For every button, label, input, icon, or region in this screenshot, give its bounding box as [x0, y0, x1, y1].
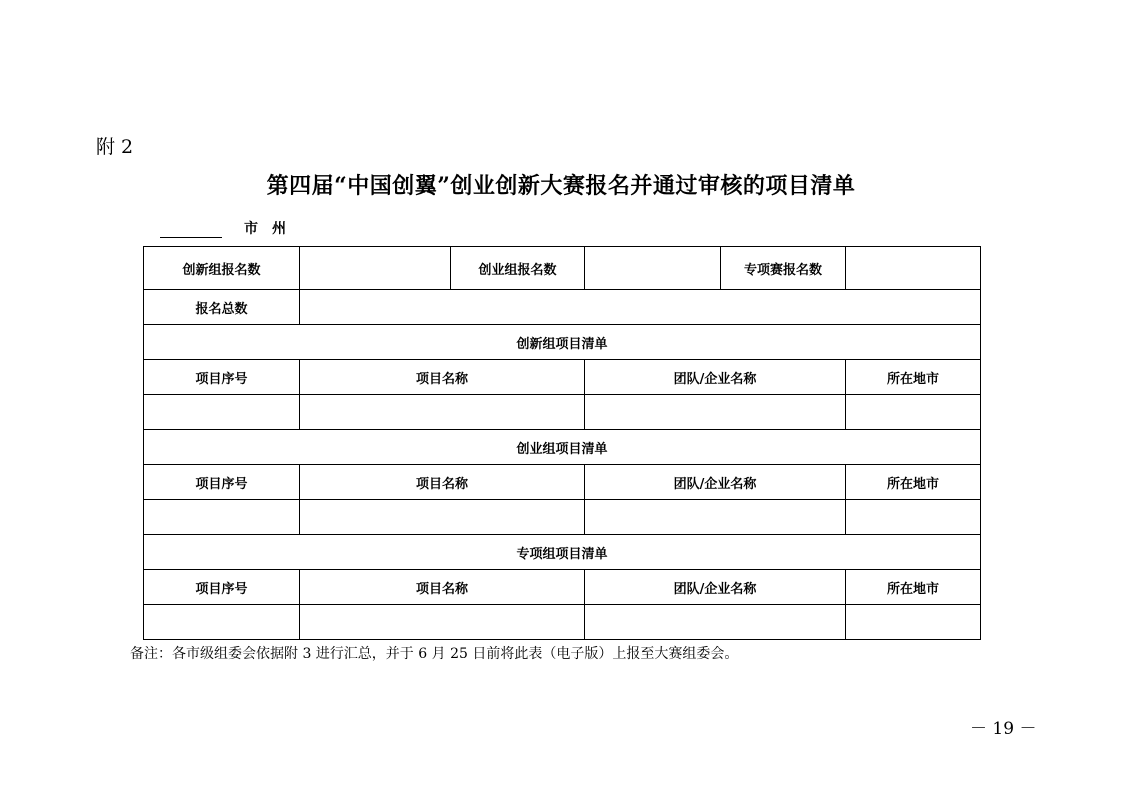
section-title: 创新组项目清单 — [144, 325, 981, 360]
city-blank — [160, 223, 222, 238]
special-count-cell[interactable] — [846, 247, 981, 290]
section-title: 创业组项目清单 — [144, 430, 981, 465]
section-title-row — [144, 430, 981, 465]
city-line — [160, 218, 300, 238]
column-header: 团队/企业名称 — [585, 570, 846, 605]
table-cell[interactable] — [144, 500, 300, 535]
page-number: － 19 － — [970, 719, 1037, 739]
city-label: 市州 — [244, 221, 300, 237]
project-list-table — [143, 246, 981, 640]
column-header: 项目序号 — [144, 570, 300, 605]
total-row — [144, 290, 981, 325]
column-header: 项目名称 — [300, 465, 585, 500]
column-header: 所在地市 — [846, 360, 981, 395]
table-row — [144, 605, 981, 640]
column-header: 项目名称 — [300, 570, 585, 605]
column-header-row — [144, 360, 981, 395]
section-title-row — [144, 535, 981, 570]
table-cell[interactable] — [300, 395, 585, 430]
table-cell[interactable] — [846, 395, 981, 430]
footnote: 备注：各市级组委会依据附 3 进行汇总，并于 6 月 25 日前将此表（电子版）上报至大赛组委会。 — [130, 646, 739, 662]
table-cell[interactable] — [585, 605, 846, 640]
table-cell[interactable] — [300, 500, 585, 535]
column-header: 所在地市 — [846, 465, 981, 500]
column-header: 项目名称 — [300, 360, 585, 395]
column-header-row — [144, 465, 981, 500]
attachment-label: 附 2 — [96, 136, 134, 158]
startup-count-cell[interactable] — [585, 247, 721, 290]
innovation-count-label: 创新组报名数 — [144, 247, 300, 290]
column-header: 团队/企业名称 — [585, 360, 846, 395]
table-cell[interactable] — [846, 605, 981, 640]
column-header: 所在地市 — [846, 570, 981, 605]
special-count-label: 专项赛报名数 — [721, 247, 846, 290]
table-cell[interactable] — [585, 395, 846, 430]
table-cell[interactable] — [585, 500, 846, 535]
table-cell[interactable] — [300, 605, 585, 640]
total-cell[interactable] — [300, 290, 981, 325]
table-row — [144, 395, 981, 430]
section-title: 专项组项目清单 — [144, 535, 981, 570]
page-title: 第四届“中国创翼”创业创新大赛报名并通过审核的项目清单 — [266, 173, 856, 199]
column-header: 项目序号 — [144, 360, 300, 395]
innovation-count-cell[interactable] — [300, 247, 451, 290]
startup-count-label: 创业组报名数 — [451, 247, 585, 290]
summary-row — [144, 247, 981, 290]
column-header: 团队/企业名称 — [585, 465, 846, 500]
total-label: 报名总数 — [144, 290, 300, 325]
column-header: 项目序号 — [144, 465, 300, 500]
table-row — [144, 500, 981, 535]
table-cell[interactable] — [144, 395, 300, 430]
table-cell[interactable] — [846, 500, 981, 535]
section-title-row — [144, 325, 981, 360]
table-cell[interactable] — [144, 605, 300, 640]
column-header-row — [144, 570, 981, 605]
